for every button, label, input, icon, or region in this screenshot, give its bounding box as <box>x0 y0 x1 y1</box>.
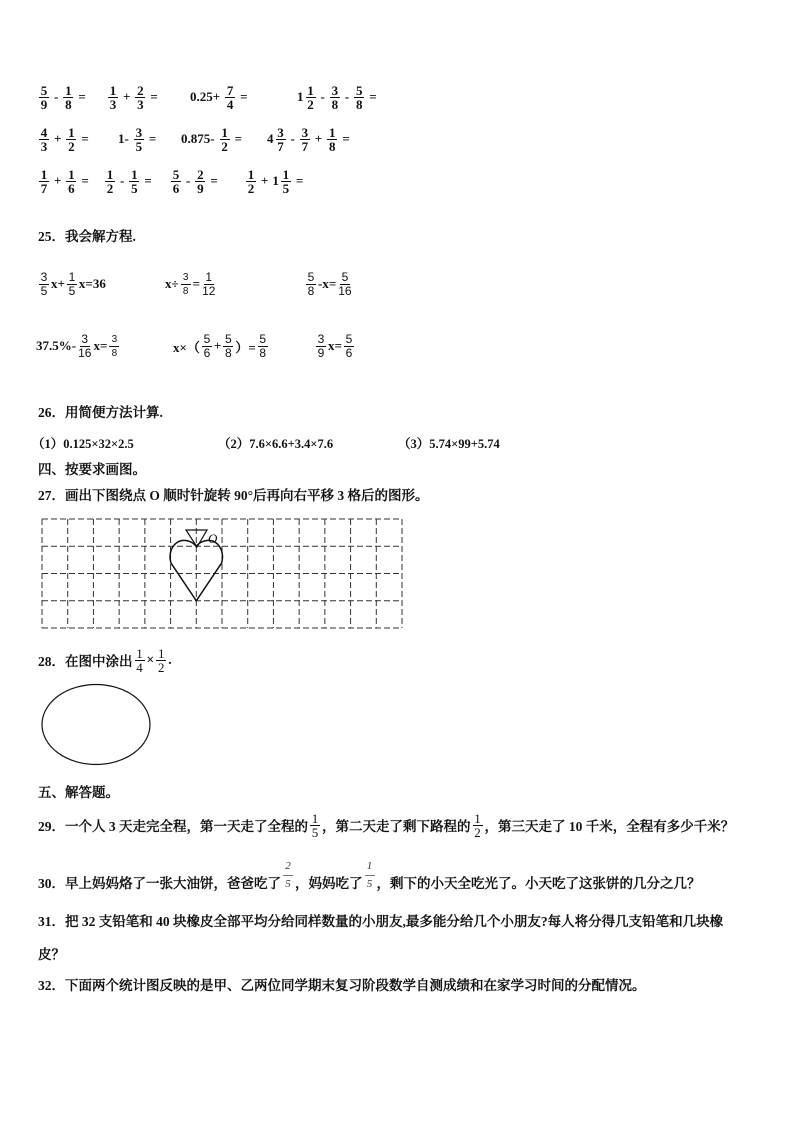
expression-text: ，剩下的小天全吃光了。小天吃了这张饼的几分之几？ <box>376 876 701 891</box>
expression-text: = <box>78 89 86 104</box>
fraction-denominator: 7 <box>301 138 309 154</box>
fraction-numerator: 3 <box>277 124 284 140</box>
fraction-numerator: 1 <box>68 166 75 182</box>
expression-text: - <box>320 89 325 104</box>
expression-text: + <box>54 131 62 146</box>
arithmetic-expression <box>38 125 93 153</box>
fraction-denominator: 2 <box>247 180 255 196</box>
expression-text: . <box>168 652 172 667</box>
fraction-numerator: 3 <box>331 82 339 98</box>
fraction-denominator: 2 <box>157 659 165 675</box>
fraction-numerator: 1 <box>68 124 75 140</box>
expression-text: 29．一个人 3 天走完全程，第一天走了全程的 <box>38 819 308 834</box>
expression-text: ，第二天走了剩下路程的 <box>322 819 471 834</box>
arithmetic-expression <box>245 167 307 195</box>
fraction <box>63 84 73 111</box>
expression-text: = <box>81 173 89 188</box>
fraction-denominator: 8 <box>329 138 336 154</box>
expression-text: 0.875- <box>181 131 215 146</box>
ellipse-figure <box>40 683 154 767</box>
arithmetic-expression <box>181 125 246 153</box>
fraction-denominator: 3 <box>40 138 48 154</box>
fraction-denominator: 4 <box>136 659 143 675</box>
fraction-denominator: 2 <box>307 96 314 112</box>
calculation-item: （1）0.125×32×2.5 <box>32 437 134 451</box>
arithmetic-expression <box>38 83 90 111</box>
fraction-denominator: 5 <box>285 878 291 890</box>
fraction <box>181 271 191 298</box>
fraction <box>220 126 230 153</box>
question-25-title: 25．我会解方程. <box>38 229 136 244</box>
fraction <box>365 857 375 892</box>
expression-text: ，妈妈吃了 <box>295 876 363 891</box>
expression-text: + <box>261 173 269 188</box>
fraction <box>67 271 77 298</box>
fraction-numerator: 5 <box>40 82 48 98</box>
mixed-number-whole: 1 <box>297 89 304 104</box>
fraction <box>135 84 145 111</box>
fraction-denominator: 9 <box>317 345 325 360</box>
fraction <box>195 168 205 195</box>
fraction <box>66 126 76 153</box>
expression-text: 37.5%- <box>36 338 77 353</box>
expression-text: ，第三天走了 10 千米，全程有多少千米？ <box>484 819 735 834</box>
mixed-number-whole: 4 <box>267 131 274 146</box>
equation <box>36 332 120 360</box>
fraction <box>310 812 320 839</box>
expression-text: = <box>150 89 158 104</box>
equation <box>165 270 216 298</box>
question-26-title: 26．用简便方法计算. <box>38 405 163 420</box>
arithmetic-expression <box>107 83 162 111</box>
expression-text: = <box>342 131 350 146</box>
expression-text: x÷ <box>165 276 179 291</box>
calculation-item: （3）5.74×99+5.74 <box>398 437 500 451</box>
arithmetic-expression <box>38 167 93 195</box>
question-31-text-continued: 皮？ <box>38 947 65 962</box>
expression-text: - <box>290 131 295 146</box>
question-28-text <box>38 646 172 674</box>
grid-lines <box>42 519 402 628</box>
fraction-denominator: 2 <box>221 138 228 154</box>
fraction <box>39 84 49 111</box>
fraction-numerator: 1 <box>106 166 114 182</box>
fraction-numerator: 1 <box>221 124 228 140</box>
fraction <box>171 168 181 195</box>
expression-text: = <box>81 131 89 146</box>
equation <box>38 270 107 298</box>
ellipse-shape <box>42 685 150 765</box>
fraction <box>105 168 115 195</box>
fraction <box>129 168 139 195</box>
expression-text: = <box>240 89 248 104</box>
fraction-numerator: 1 <box>131 166 138 182</box>
fraction-denominator: 2 <box>106 180 114 196</box>
expression-text: 30．早上妈妈烙了一张大油饼，爸爸吃了 <box>38 876 281 891</box>
fraction-denominator: 6 <box>203 345 211 360</box>
fraction <box>283 857 293 892</box>
expression-text: = <box>148 131 157 146</box>
fraction-denominator: 3 <box>137 96 144 112</box>
fraction-denominator: 5 <box>131 180 138 196</box>
expression-text: ）= <box>235 339 256 355</box>
question-29-text <box>38 811 734 839</box>
fraction-numerator: 1 <box>329 124 336 140</box>
fraction-denominator: 6 <box>68 180 75 196</box>
expression-text: -x= <box>318 276 337 291</box>
expression-text: x=36 <box>78 276 106 291</box>
question-32-text: 32．下面两个统计图反映的是甲、乙两位同学期末复习阶段数学自测成绩和在家学习时间的分配情况。 <box>38 978 646 993</box>
expression-text: x= <box>93 338 108 353</box>
fraction <box>327 126 337 153</box>
fraction <box>338 271 351 298</box>
fraction <box>78 333 91 360</box>
fraction-numerator: 3 <box>81 331 89 346</box>
fraction-denominator: 9 <box>197 180 204 196</box>
question-31-text: 31．把 32 支铅笔和 40 块橡皮全部平均分给同样数量的小朋友,最多能分给几个小朋友?每人将分得几支铅笔和几块橡 <box>38 914 724 929</box>
expression-text: + <box>123 89 131 104</box>
fraction-numerator: 5 <box>225 331 232 346</box>
fraction-numerator: 5 <box>203 331 211 346</box>
fraction-numerator: 5 <box>172 166 180 182</box>
expression-text: + <box>213 338 222 353</box>
expression-text: - <box>344 89 350 104</box>
fraction <box>39 126 49 153</box>
question-27-text: 27．画出下图绕点 O 顺时针旋转 90°后再向右平移 3 格后的图形。 <box>38 488 429 503</box>
fraction-denominator: 4 <box>226 96 234 112</box>
fraction <box>300 126 310 153</box>
expression-text: x= <box>328 338 342 353</box>
expression-text: = <box>369 89 377 104</box>
expression-text: 1- <box>118 131 129 146</box>
fraction-denominator: 6 <box>172 180 180 196</box>
fraction-denominator: 5 <box>282 180 290 196</box>
arithmetic-expression <box>118 125 160 153</box>
equation <box>305 270 353 298</box>
expression-text: + <box>54 173 62 188</box>
expression-text: = <box>210 173 218 188</box>
fraction-denominator: 8 <box>182 285 189 297</box>
expression-text: = <box>192 276 201 291</box>
mixed-number-whole: 1 <box>272 173 279 188</box>
arithmetic-expression <box>104 167 156 195</box>
fraction-denominator: 8 <box>65 96 72 112</box>
fraction <box>276 126 286 153</box>
expression-text: × <box>146 652 155 667</box>
fraction <box>306 84 316 111</box>
fraction-numerator: 1 <box>40 166 48 182</box>
fraction <box>66 168 76 195</box>
fraction-numerator: 5 <box>307 269 315 284</box>
fraction-denominator: 16 <box>78 345 92 360</box>
fraction <box>134 126 144 153</box>
fraction <box>330 84 340 111</box>
fraction-numerator: 4 <box>40 124 48 140</box>
fraction-numerator: 1 <box>247 166 255 182</box>
fraction-numerator: 3 <box>317 331 325 346</box>
fraction-denominator: 2 <box>474 824 481 840</box>
arithmetic-expression <box>170 167 222 195</box>
fraction-denominator: 7 <box>277 138 284 154</box>
question-30-text <box>38 852 701 892</box>
equation <box>315 332 355 360</box>
expression-text: - <box>120 173 125 188</box>
section-heading: 四、按要求画图。 <box>38 462 146 477</box>
fraction <box>316 333 326 360</box>
fraction <box>156 647 166 674</box>
fraction-numerator: 1 <box>205 269 213 284</box>
fraction-numerator: 1 <box>68 269 76 284</box>
fraction <box>246 168 256 195</box>
fraction-numerator: 2 <box>283 857 293 876</box>
fraction <box>354 84 364 111</box>
fraction-numerator: 3 <box>135 124 143 140</box>
fraction-numerator: 2 <box>197 166 204 182</box>
expression-text: 28．在图中涂出 <box>38 654 133 669</box>
fraction <box>39 271 49 298</box>
fraction-numerator: 3 <box>181 271 191 285</box>
section-heading: 五、解答题。 <box>38 785 119 800</box>
fraction-numerator: 2 <box>137 82 144 98</box>
fraction-numerator: 7 <box>226 82 234 98</box>
expression-text: x×（ <box>173 339 200 355</box>
arithmetic-expression <box>190 83 252 111</box>
fraction-denominator: 5 <box>311 824 319 840</box>
fraction-denominator: 12 <box>202 283 216 298</box>
fraction-numerator: 5 <box>259 331 267 346</box>
dashed-grid-figure <box>40 515 406 633</box>
fraction-denominator: 6 <box>345 345 353 360</box>
expression-text: - <box>186 173 191 188</box>
fraction-numerator: 1 <box>307 82 314 98</box>
fraction-denominator: 8 <box>111 347 118 359</box>
fraction-denominator: 16 <box>338 283 352 298</box>
fraction-denominator: 8 <box>225 345 232 360</box>
fraction-denominator: 8 <box>331 96 339 112</box>
fraction-denominator: 8 <box>355 96 363 112</box>
fraction-denominator: 7 <box>40 180 48 196</box>
fraction-denominator: 3 <box>109 96 117 112</box>
fraction-numerator: 1 <box>282 166 290 182</box>
expression-text: 0.25+ <box>190 89 221 104</box>
fraction <box>281 168 291 195</box>
fraction <box>135 647 145 674</box>
calculation-item: （2）7.6×6.6+3.4×7.6 <box>218 437 334 451</box>
fraction <box>223 333 233 360</box>
arithmetic-expression <box>267 125 354 153</box>
fraction <box>306 271 316 298</box>
fraction <box>39 168 49 195</box>
fraction-numerator: 5 <box>341 269 349 284</box>
fraction-numerator: 1 <box>311 810 319 826</box>
equation <box>173 332 269 360</box>
fraction-denominator: 5 <box>366 878 373 890</box>
fraction-numerator: 3 <box>301 124 309 140</box>
fraction <box>108 84 118 111</box>
fraction-denominator: 9 <box>40 96 48 112</box>
fraction <box>202 271 215 298</box>
fraction <box>225 84 235 111</box>
expression-text: = <box>144 173 152 188</box>
fraction-numerator: 1 <box>365 857 375 876</box>
expression-text: + <box>314 131 323 146</box>
fraction <box>202 333 212 360</box>
arithmetic-expression <box>297 83 381 111</box>
fraction-denominator: 8 <box>307 283 315 298</box>
fraction-numerator: 1 <box>136 645 143 661</box>
expression-text: - <box>54 89 59 104</box>
fraction <box>473 812 483 839</box>
fraction-denominator: 5 <box>135 138 143 154</box>
fraction-numerator: 1 <box>474 810 481 826</box>
fraction-numerator: 3 <box>109 333 119 347</box>
fraction <box>344 333 354 360</box>
fraction-numerator: 5 <box>345 331 353 346</box>
fraction-numerator: 1 <box>109 82 117 98</box>
rotation-point-label: O <box>208 531 218 546</box>
fraction-denominator: 2 <box>68 138 75 154</box>
expression-text: = <box>295 173 304 188</box>
fraction-numerator: 1 <box>65 82 72 98</box>
fraction-denominator: 5 <box>68 283 76 298</box>
expression-text: x+ <box>51 276 65 291</box>
fraction-numerator: 3 <box>40 269 48 284</box>
fraction <box>258 333 268 360</box>
fraction-denominator: 5 <box>40 283 48 298</box>
fraction <box>109 333 119 360</box>
fraction-denominator: 8 <box>259 345 267 360</box>
fraction-numerator: 1 <box>157 645 165 661</box>
fraction-numerator: 5 <box>355 82 363 98</box>
expression-text: = <box>234 131 243 146</box>
